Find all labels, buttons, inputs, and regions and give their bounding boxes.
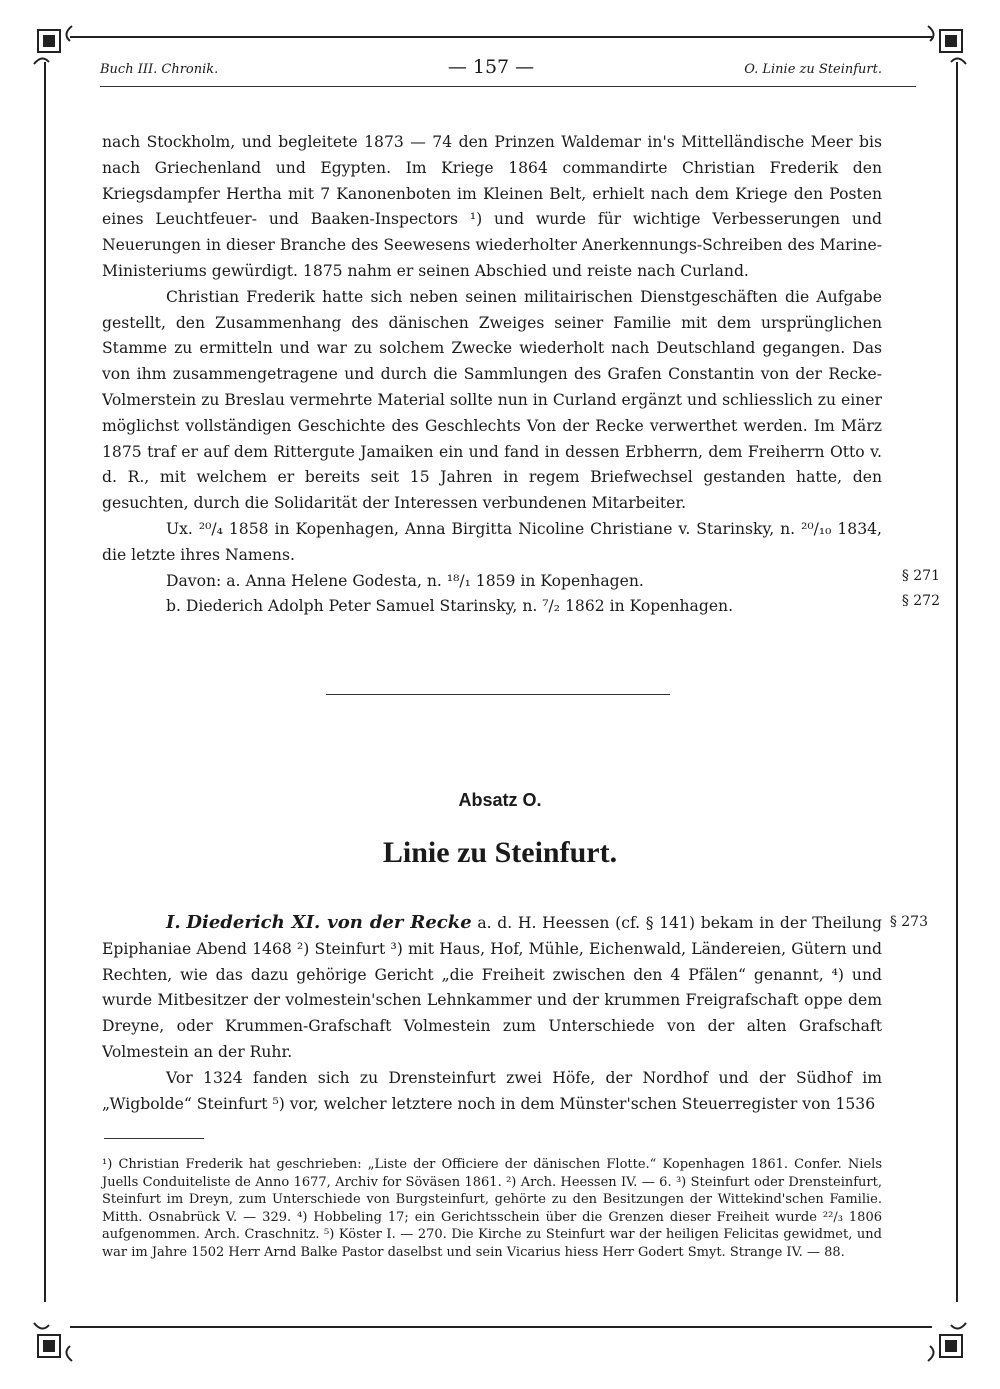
entry-number: I.: [166, 912, 181, 933]
paragraph: Ux. ²⁰/₄ 1858 in Kopenhagen, Anna Birgitta Nicoline Christiane v. Starinsky, n. ²⁰/₁₀ 1834, die letzte ihres Namens.: [102, 519, 882, 564]
paragraph: Christian Frederik hatte sich neben seinen militairischen Dienstgeschäften die Aufgabe gestellt, den Zusammenhang des dänischen Zweiges seiner Familie mit dem ursprünglichen Stamme zu ermitteln und war zu solchem Zwecke wiederholt nach Deutschland gegangen. Das von ihm zusammengetragene und durch die Sammlungen des Grafen Constantin von der Recke-Volmerstein zu Breslau vermehrte Material sollte nun in Curland ergänzt und schliesslich zu einer möglichst vollständigen Geschichte des Geschlechts Von der Recke verwerthet werden. Im März 1875 traf er auf dem Rittergute Jamaiken ein und fand in dessen Erbherrn, dem Freiherrn Otto v. d. R., mit welchem er bereits seit 15 Jahren in regem Briefwechsel gestanden hatte, den gesuchten, durch die Solidarität der Interessen verbundenen Mitarbeiter.: [102, 287, 882, 513]
footnote-rule: [104, 1138, 204, 1139]
section-ref: § 273: [889, 914, 928, 930]
entry-name: Diederich XI. von der Recke: [186, 912, 472, 933]
ornament-corner-icon: [922, 24, 968, 70]
section-divider: [326, 694, 670, 695]
header-rule: [100, 86, 916, 87]
section-title: Linie zu Steinfurt.: [382, 836, 618, 869]
header-left: Buch III. Chronik.: [100, 62, 219, 77]
ornament-corner-icon: [32, 24, 78, 70]
absatz-label: Absatz O.: [458, 790, 542, 810]
paragraph: Vor 1324 fanden sich zu Drensteinfurt zwei Höfe, der Nordhof und der Südhof im „Wigbolde“ Steinfurt ⁵) vor, welcher letztere noch in dem Münster'schen Steuerregister von 1536: [102, 1068, 882, 1113]
ornament-corner-icon: [32, 1317, 78, 1363]
section-ref: § 271: [901, 568, 940, 584]
entry-text: a. d. H. Heessen (cf. § 141) bekam in der Theilung Epiphaniae Abend 1468 ²) Steinfurt ³) mit Haus, Hof, Mühle, Eichenwald, Ländereien, Gütern und Rechten, wie das dazu gehörige Gericht „die Freiheit zwischen den 4 Pfälen“ genannt, ⁴) und wurde Mitbesitzer der volmestein'schen Lehnkammer und der krummen Freigrafschaft oppe dem Dreyne, oder Krummen-Grafschaft Volmestein zum Unterschiede von der alten Grafschaft Volmestein an der Ruhr.: [102, 914, 882, 1061]
page-number: — 157 —: [447, 56, 535, 78]
paragraph: [102, 910, 882, 1066]
main-text-upper: [102, 130, 882, 620]
ornament-corner-icon: [922, 1317, 968, 1363]
section-ref: § 272: [901, 593, 940, 609]
main-text-lower: [102, 910, 882, 1117]
running-header: [100, 58, 882, 82]
child-entry-a: Davon: a. Anna Helene Godesta, n. ¹⁸/₁ 1859 in Kopenhagen.: [166, 571, 644, 590]
footnotes: ¹) Christian Frederik hat geschrieben: „Liste der Officiere der dänischen Flotte.“ Kopenhagen 1861. Confer. Niels Juells Conduiteliste de Anno 1677, Archiv for Söväsen 1861. ²) Arch. Heessen IV. — 6. ³) Steinfurt oder Drensteinfurt, Steinfurt im Dreyn, zum Unterschiede von Burgsteinfurt, gehörte zu den Besitzungen der Wittekind'schen Familie. Mitth. Osnabrück V. — 329. ⁴) Hobbeling 17; ein Gerichtsschein über die Grenzen dieser Freiheit wurde ²²/₃ 1806 aufgenommen. Arch. Craschnitz. ⁵) Köster I. — 270. Die Kirche zu Steinfurt war der heiligen Felicitas gewidmet, und war im Jahre 1502 Herr Arnd Balke Pastor daselbst und sein Vicarius hiess Herr Godert Smyt. Strange IV. — 88.: [102, 1157, 882, 1260]
paragraph: nach Stockholm, und begleitete 1873 — 74 den Prinzen Waldemar in's Mittelländische Meer bis nach Griechenland und Egypten. Im Kriege 1864 commandirte Christian Frederik den Kriegsdampfer Hertha mit 7 Kanonenboten im Kleinen Belt, erhielt nach dem Kriege den Posten eines Leuchtfeuer- und Baaken-Inspectors ¹) und wurde für wichtige Verbesserungen und Neuerungen in dieser Branche des Seewesens wiederholter Anerkennungs-Schreiben des Marine-Ministeriums gewürdigt. 1875 nahm er seinen Abschied und reiste nach Curland.: [102, 133, 882, 280]
header-right: O. Linie zu Steinfurt.: [744, 62, 882, 77]
child-entry-b: b. Diederich Adolph Peter Samuel Starinsky, n. ⁷/₂ 1862 in Kopenhagen.: [166, 597, 734, 616]
